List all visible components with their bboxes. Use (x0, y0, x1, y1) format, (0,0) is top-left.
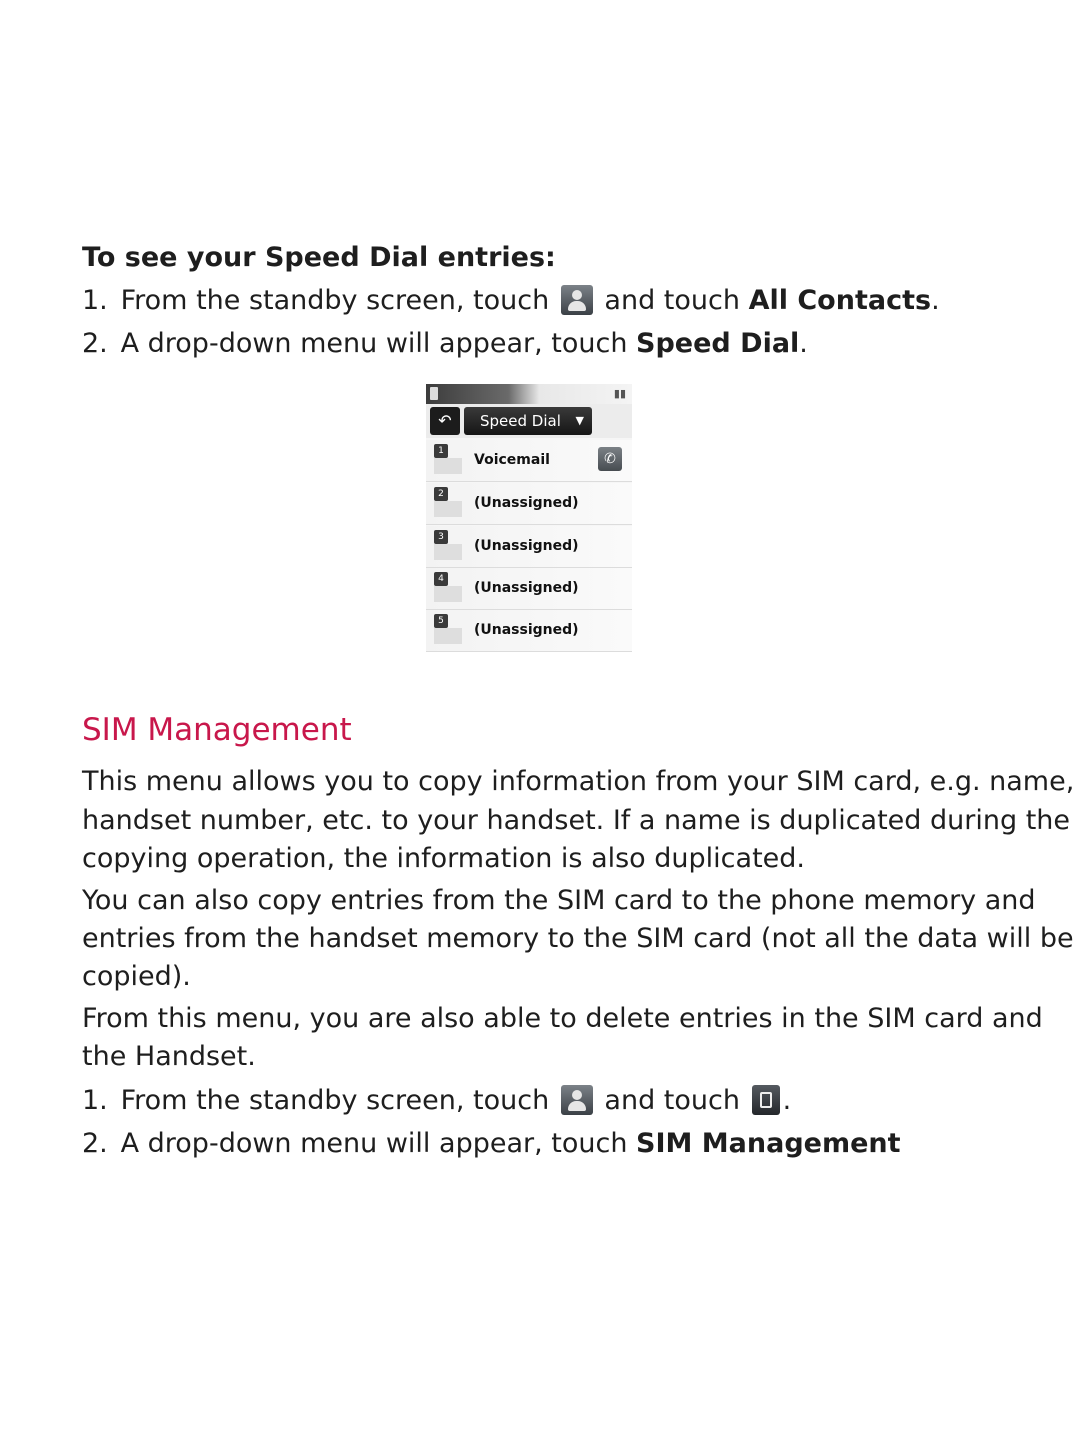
chevron-down-icon: ▼ (575, 414, 584, 427)
sim-indicator-icon (430, 387, 438, 400)
speed-dial-label: Speed Dial (636, 328, 800, 359)
row-thumbnail (434, 586, 462, 602)
contacts-icon (561, 285, 593, 315)
row-label: (Unassigned) (474, 495, 579, 511)
step-text: From the standby screen, touch (120, 1085, 550, 1116)
options-icon (752, 1085, 780, 1115)
contacts-icon (561, 1085, 593, 1115)
speed-dial-row[interactable] (426, 610, 632, 652)
step-end: . (931, 285, 940, 316)
step-end: . (799, 328, 808, 359)
step-number: 1. (82, 1085, 108, 1116)
row-label: (Unassigned) (474, 538, 579, 554)
speed-dial-row[interactable] (426, 483, 632, 525)
step-number: 1. (82, 285, 108, 316)
sim-step-1 (82, 1082, 791, 1120)
row-number: 2 (434, 487, 448, 501)
speed-dial-heading: To see your Speed Dial entries: (82, 242, 556, 273)
row-number: 5 (434, 614, 448, 628)
step-text: and touch (604, 285, 740, 316)
paragraph-line: This menu allows you to copy information from your SIM card, e.g. name, (82, 766, 1075, 797)
paragraph-line: copied). (82, 961, 191, 992)
sim-step-2 (82, 1125, 901, 1163)
paragraph-line: the Handset. (82, 1041, 256, 1072)
dropdown-title: Speed Dial (480, 412, 561, 430)
speed-dial-row[interactable] (426, 526, 632, 568)
row-label: Voicemail (474, 452, 550, 468)
back-button[interactable] (430, 407, 460, 435)
paragraph-line: From this menu, you are also able to delete entries in the SIM card and (82, 1003, 1043, 1034)
step-number: 2. (82, 328, 108, 359)
row-number: 1 (434, 444, 448, 458)
step-number: 2. (82, 1128, 108, 1159)
step-text: and touch (604, 1085, 740, 1116)
phone-call-icon[interactable]: ✆ (598, 447, 622, 471)
speed-dial-row[interactable] (426, 440, 632, 482)
status-bar (426, 384, 632, 404)
row-thumbnail (434, 544, 462, 560)
row-label: (Unassigned) (474, 580, 579, 596)
sim-management-title: SIM Management (82, 712, 352, 748)
paragraph-line: entries from the handset memory to the SIM card (not all the data will be (82, 923, 1074, 954)
row-label: (Unassigned) (474, 622, 579, 638)
step-text: A drop-down menu will appear, touch (120, 328, 628, 359)
row-number: 4 (434, 572, 448, 586)
paragraph-line: copying operation, the information is also duplicated. (82, 843, 805, 874)
speed-dial-step-2 (82, 325, 808, 363)
row-thumbnail (434, 501, 462, 517)
signal-battery-icon: ▮▮ (613, 387, 626, 400)
phone-screenshot (426, 384, 632, 652)
step-text: A drop-down menu will appear, touch (120, 1128, 628, 1159)
speed-dial-dropdown[interactable] (464, 407, 592, 435)
speed-dial-step-1 (82, 282, 940, 320)
row-thumbnail (434, 458, 462, 474)
row-number: 3 (434, 530, 448, 544)
row-thumbnail (434, 628, 462, 644)
sim-management-label: SIM Management (636, 1128, 901, 1159)
speed-dial-row[interactable] (426, 568, 632, 610)
paragraph-line: You can also copy entries from the SIM card to the phone memory and (82, 885, 1036, 916)
all-contacts-label: All Contacts (748, 285, 932, 316)
back-arrow-icon: ↶ (438, 411, 452, 430)
paragraph-line: handset number, etc. to your handset. If a name is duplicated during the (82, 805, 1071, 836)
step-text: From the standby screen, touch (120, 285, 550, 316)
step-end: . (782, 1085, 792, 1116)
